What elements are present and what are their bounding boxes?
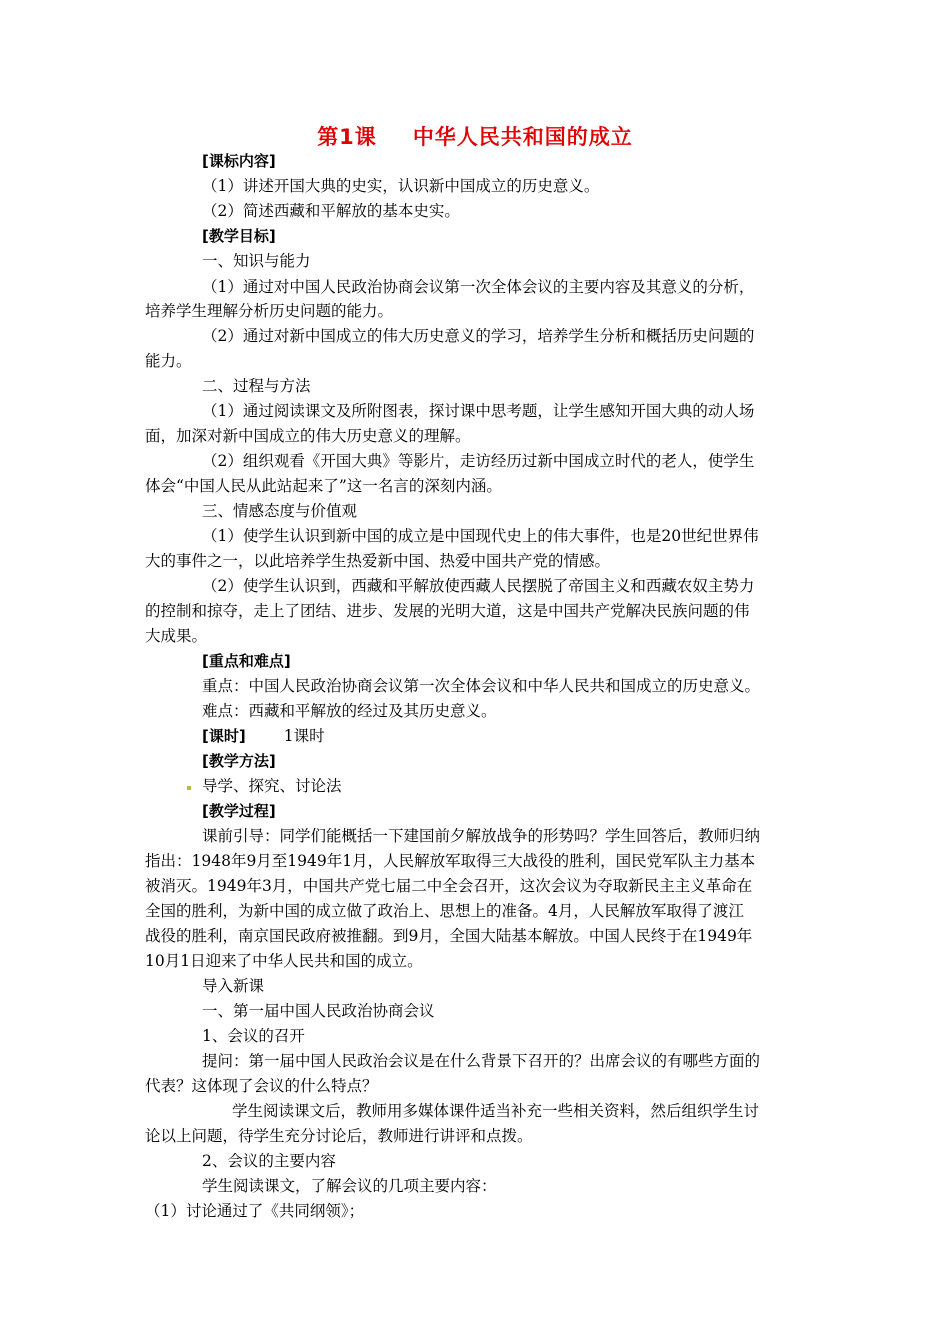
reading-instruction: 学生阅读课文，了解会议的几项主要内容： bbox=[202, 1177, 497, 1195]
new-lesson-label: 导入新课 bbox=[202, 977, 265, 995]
goal-2-1-line-a: （1）通过阅读课文及所附图表，探讨课中思考题，让学生感知开国大典的动人场 bbox=[202, 402, 755, 420]
goal-1-2-line-a: （2）通过对新中国成立的伟大历史意义的学习，培养学生分析和概括历史问题的 bbox=[202, 327, 755, 345]
process-heading: [教学过程] bbox=[202, 802, 276, 820]
goal-3-2-line-c: 大成果。 bbox=[145, 627, 208, 645]
class-hours-row bbox=[202, 725, 325, 747]
standard-item-1: （1）讲述开国大典的史实，认识新中国成立的历史意义。 bbox=[202, 177, 600, 195]
activity-line-a: 学生阅读课文后，教师用多媒体课件适当补充一些相关资料，然后组织学生讨 bbox=[232, 1102, 760, 1120]
difficult-point: 难点：西藏和平解放的经过及其历史意义。 bbox=[202, 702, 497, 720]
goal-3-1-line-b: 大的事件之一，以此培养学生热爱新中国、热爱中国共产党的情感。 bbox=[145, 552, 611, 570]
intro-para-line-c: 被消灭。1949年3月，中国共产党七届二中全会召开，这次会议为夺取新民主主义革命在 bbox=[145, 877, 753, 895]
lesson-title bbox=[0, 121, 950, 151]
goal-1-1-line-a: （1）通过对中国人民政治协商会议第一次全体会议的主要内容及其意义的分析， bbox=[202, 278, 755, 296]
standard-item-2: （2）简述西藏和平解放的基本史实。 bbox=[202, 202, 460, 220]
intro-para-line-e: 战役的胜利，南京国民政府被推翻。到9月，全国大陆基本解放。中国人民终于在1949年 bbox=[145, 927, 753, 945]
section-1-1-title: 1、会议的召开 bbox=[202, 1027, 305, 1045]
class-hours-heading: [课时] bbox=[202, 727, 246, 745]
goal-2-title: 二、过程与方法 bbox=[202, 377, 311, 395]
method-heading: [教学方法] bbox=[202, 752, 276, 770]
goal-1-1-line-b: 培养学生理解分析历史问题的能力。 bbox=[145, 302, 394, 320]
class-hours-value: 1课时 bbox=[283, 727, 325, 745]
goal-3-2-line-a: （2）使学生认识到，西藏和平解放使西藏人民摆脱了帝国主义和西藏农奴主势力 bbox=[202, 577, 755, 595]
section-1-title: 一、第一届中国人民政治协商会议 bbox=[202, 1002, 435, 1020]
intro-para-line-f: 10月1日迎来了中华人民共和国的成立。 bbox=[145, 952, 423, 970]
standard-heading: [课标内容] bbox=[202, 152, 276, 170]
goal-3-title: 三、情感态度与价值观 bbox=[202, 502, 358, 520]
goal-3-2-line-b: 的控制和掠夺，走上了团结、进步、发展的光明大道，这是中国共产党解决民族问题的伟 bbox=[145, 602, 750, 620]
goals-heading: [教学目标] bbox=[202, 227, 276, 245]
activity-line-b: 论以上问题，待学生充分讨论后，教师进行讲评和点拨。 bbox=[145, 1127, 533, 1145]
lesson-number: 第1课 bbox=[317, 125, 377, 149]
section-1-2-title: 2、会议的主要内容 bbox=[202, 1152, 336, 1170]
intro-para-line-a: 课前引导：同学们能概括一下建国前夕解放战争的形势吗？学生回答后，教师归纳 bbox=[202, 827, 761, 845]
question-line-a: 提问：第一届中国人民政治会议是在什么背景下召开的？出席会议的有哪些方面的 bbox=[202, 1052, 761, 1070]
content-item-1: （1）讨论通过了《共同纲领》； bbox=[145, 1202, 365, 1220]
key-points-heading: [重点和难点] bbox=[202, 652, 291, 670]
intro-para-line-d: 全国的胜利，为新中国的成立做了政治上、思想上的准备。4月，人民解放军取得了渡江 bbox=[145, 902, 744, 920]
key-point: 重点：中国人民政治协商会议第一次全体会议和中华人民共和国成立的历史意义。 bbox=[202, 677, 761, 695]
goal-1-title: 一、知识与能力 bbox=[202, 252, 311, 270]
stray-dot-marker bbox=[187, 786, 191, 790]
goal-2-2-line-b: 体会“中国人民从此站起来了”这一名言的深刻内涵。 bbox=[145, 477, 502, 495]
goal-2-1-line-b: 面，加深对新中国成立的伟大历史意义的理解。 bbox=[145, 427, 471, 445]
lesson-name: 中华人民共和国的成立 bbox=[412, 125, 633, 149]
method-value: 导学、探究、讨论法 bbox=[202, 777, 342, 795]
goal-1-2-line-b: 能力。 bbox=[145, 352, 192, 370]
goal-3-1-line-a: （1）使学生认识到新中国的成立是中国现代史上的伟大事件，也是20世纪世界伟 bbox=[202, 527, 759, 545]
question-line-b: 代表？这体现了会议的什么特点？ bbox=[145, 1077, 378, 1095]
goal-2-2-line-a: （2）组织观看《开国大典》等影片，走访经历过新中国成立时代的老人，使学生 bbox=[202, 452, 755, 470]
intro-para-line-b: 指出：1948年9月至1949年1月，人民解放军取得三大战役的胜利，国民党军队主力基本 bbox=[145, 852, 756, 870]
